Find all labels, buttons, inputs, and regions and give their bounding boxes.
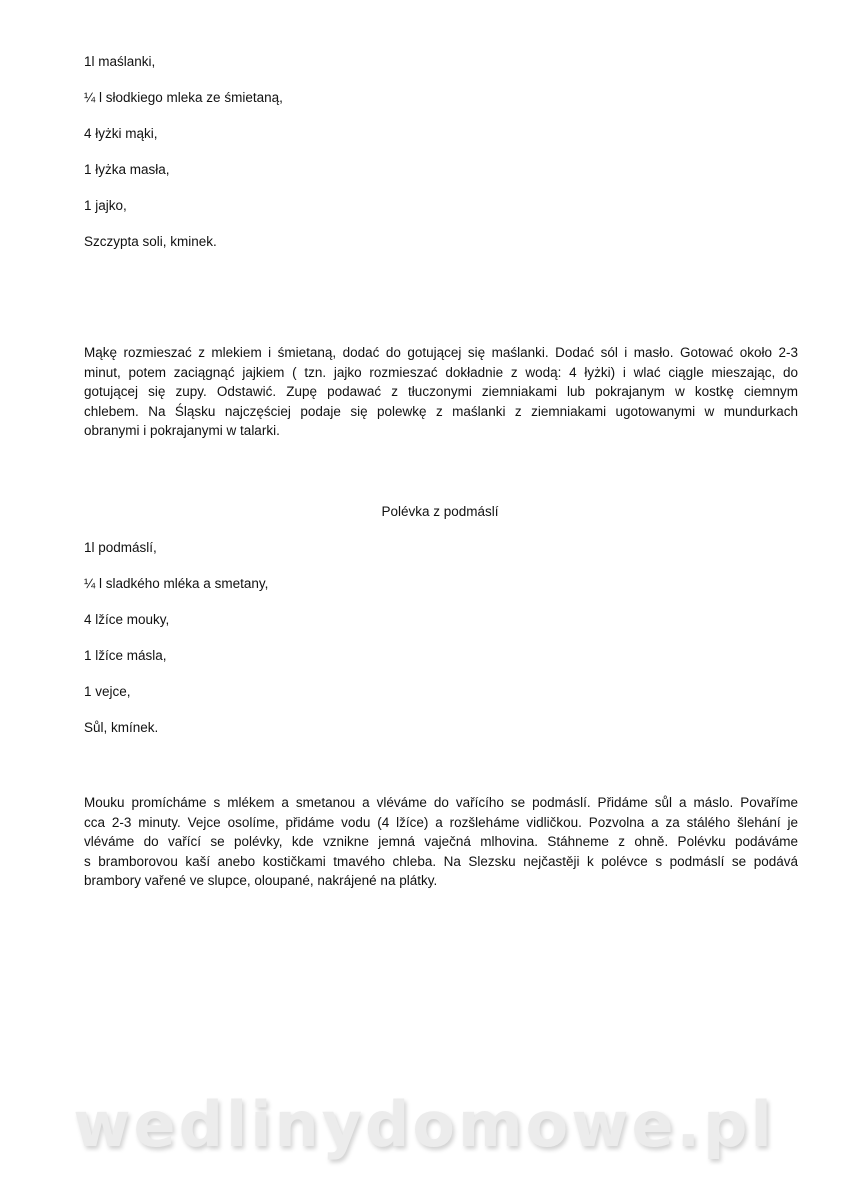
ingredient-item: ¼ l słodkiego mleka ze śmietaną, <box>84 90 283 105</box>
ingredient-item: 1 jajko, <box>84 198 127 213</box>
paragraph-line: cca 2-3 minuty. Vejce osolíme, přidáme vodu (4 lžíce) a rozšleháme vidličkou. Pozvolna a za stálého šlehání je <box>84 814 798 830</box>
paragraph-line: vléváme do vařící se polévky, kde vznikne jemná vaječná mlhovina. Stáhneme z ohně. Polévku podáváme <box>84 834 798 849</box>
ingredient-item: 1l podmáslí, <box>84 540 157 555</box>
paragraph-line: gotującej się zupy. Odstawić. Zupę podawać z tłuczonymi ziemniakami lub pokrajanym w kostkę ciemnym <box>84 384 798 399</box>
ingredient-item: Sůl, kmínek. <box>84 720 159 735</box>
ingredient-item: 4 łyżki mąki, <box>84 126 158 141</box>
paragraph-line: chlebem. Na Śląsku najczęściej podaje się polewkę z maślanki z ziemniakami ugotowanymi w mundurkach <box>84 403 798 419</box>
czech-recipe-title: Polévka z podmáslí <box>381 504 499 519</box>
paragraph-line: s bramborovou kaší anebo kostičkami tmavého chleba. Na Slezsku nejčastěji k polévce s podmáslí se podává <box>84 853 798 869</box>
polish-instructions <box>84 343 798 441</box>
paragraph-line: Mąkę rozmieszać z mlekiem i śmietaną, dodać do gotującej się maślanki. Dodać sól i masło. Gotować około 2-3 <box>84 345 798 360</box>
ingredient-item: 1 vejce, <box>84 684 131 699</box>
ingredient-item: ¼ l sladkého mléka a smetany, <box>84 576 269 591</box>
ingredient-item: Szczypta soli, kminek. <box>84 234 217 249</box>
watermark: wedlinydomowe.pl <box>73 1088 775 1161</box>
ingredient-item: 4 lžíce mouky, <box>84 612 170 627</box>
ingredient-item: 1 łyżka masła, <box>84 162 170 177</box>
czech-instructions <box>84 793 798 891</box>
paragraph-line: Mouku promícháme s mlékem a smetanou a vléváme do vařícího se podmáslí. Přidáme sůl a máslo. Povaříme <box>84 795 798 810</box>
ingredient-item: 1 lžíce másla, <box>84 648 167 663</box>
paragraph-line: minut, potem zaciągnąć jajkiem ( tzn. jajko rozmieszać dokładnie z wodą: 4 łyżki) i wlać ciągle mieszając, do <box>84 364 798 380</box>
paragraph-line: brambory vařené ve slupce, oloupané, nakrájené na plátky. <box>84 873 438 888</box>
ingredient-item: 1l maślanki, <box>84 54 156 69</box>
paragraph-line: obranymi i pokrajanymi w talarki. <box>84 423 280 438</box>
